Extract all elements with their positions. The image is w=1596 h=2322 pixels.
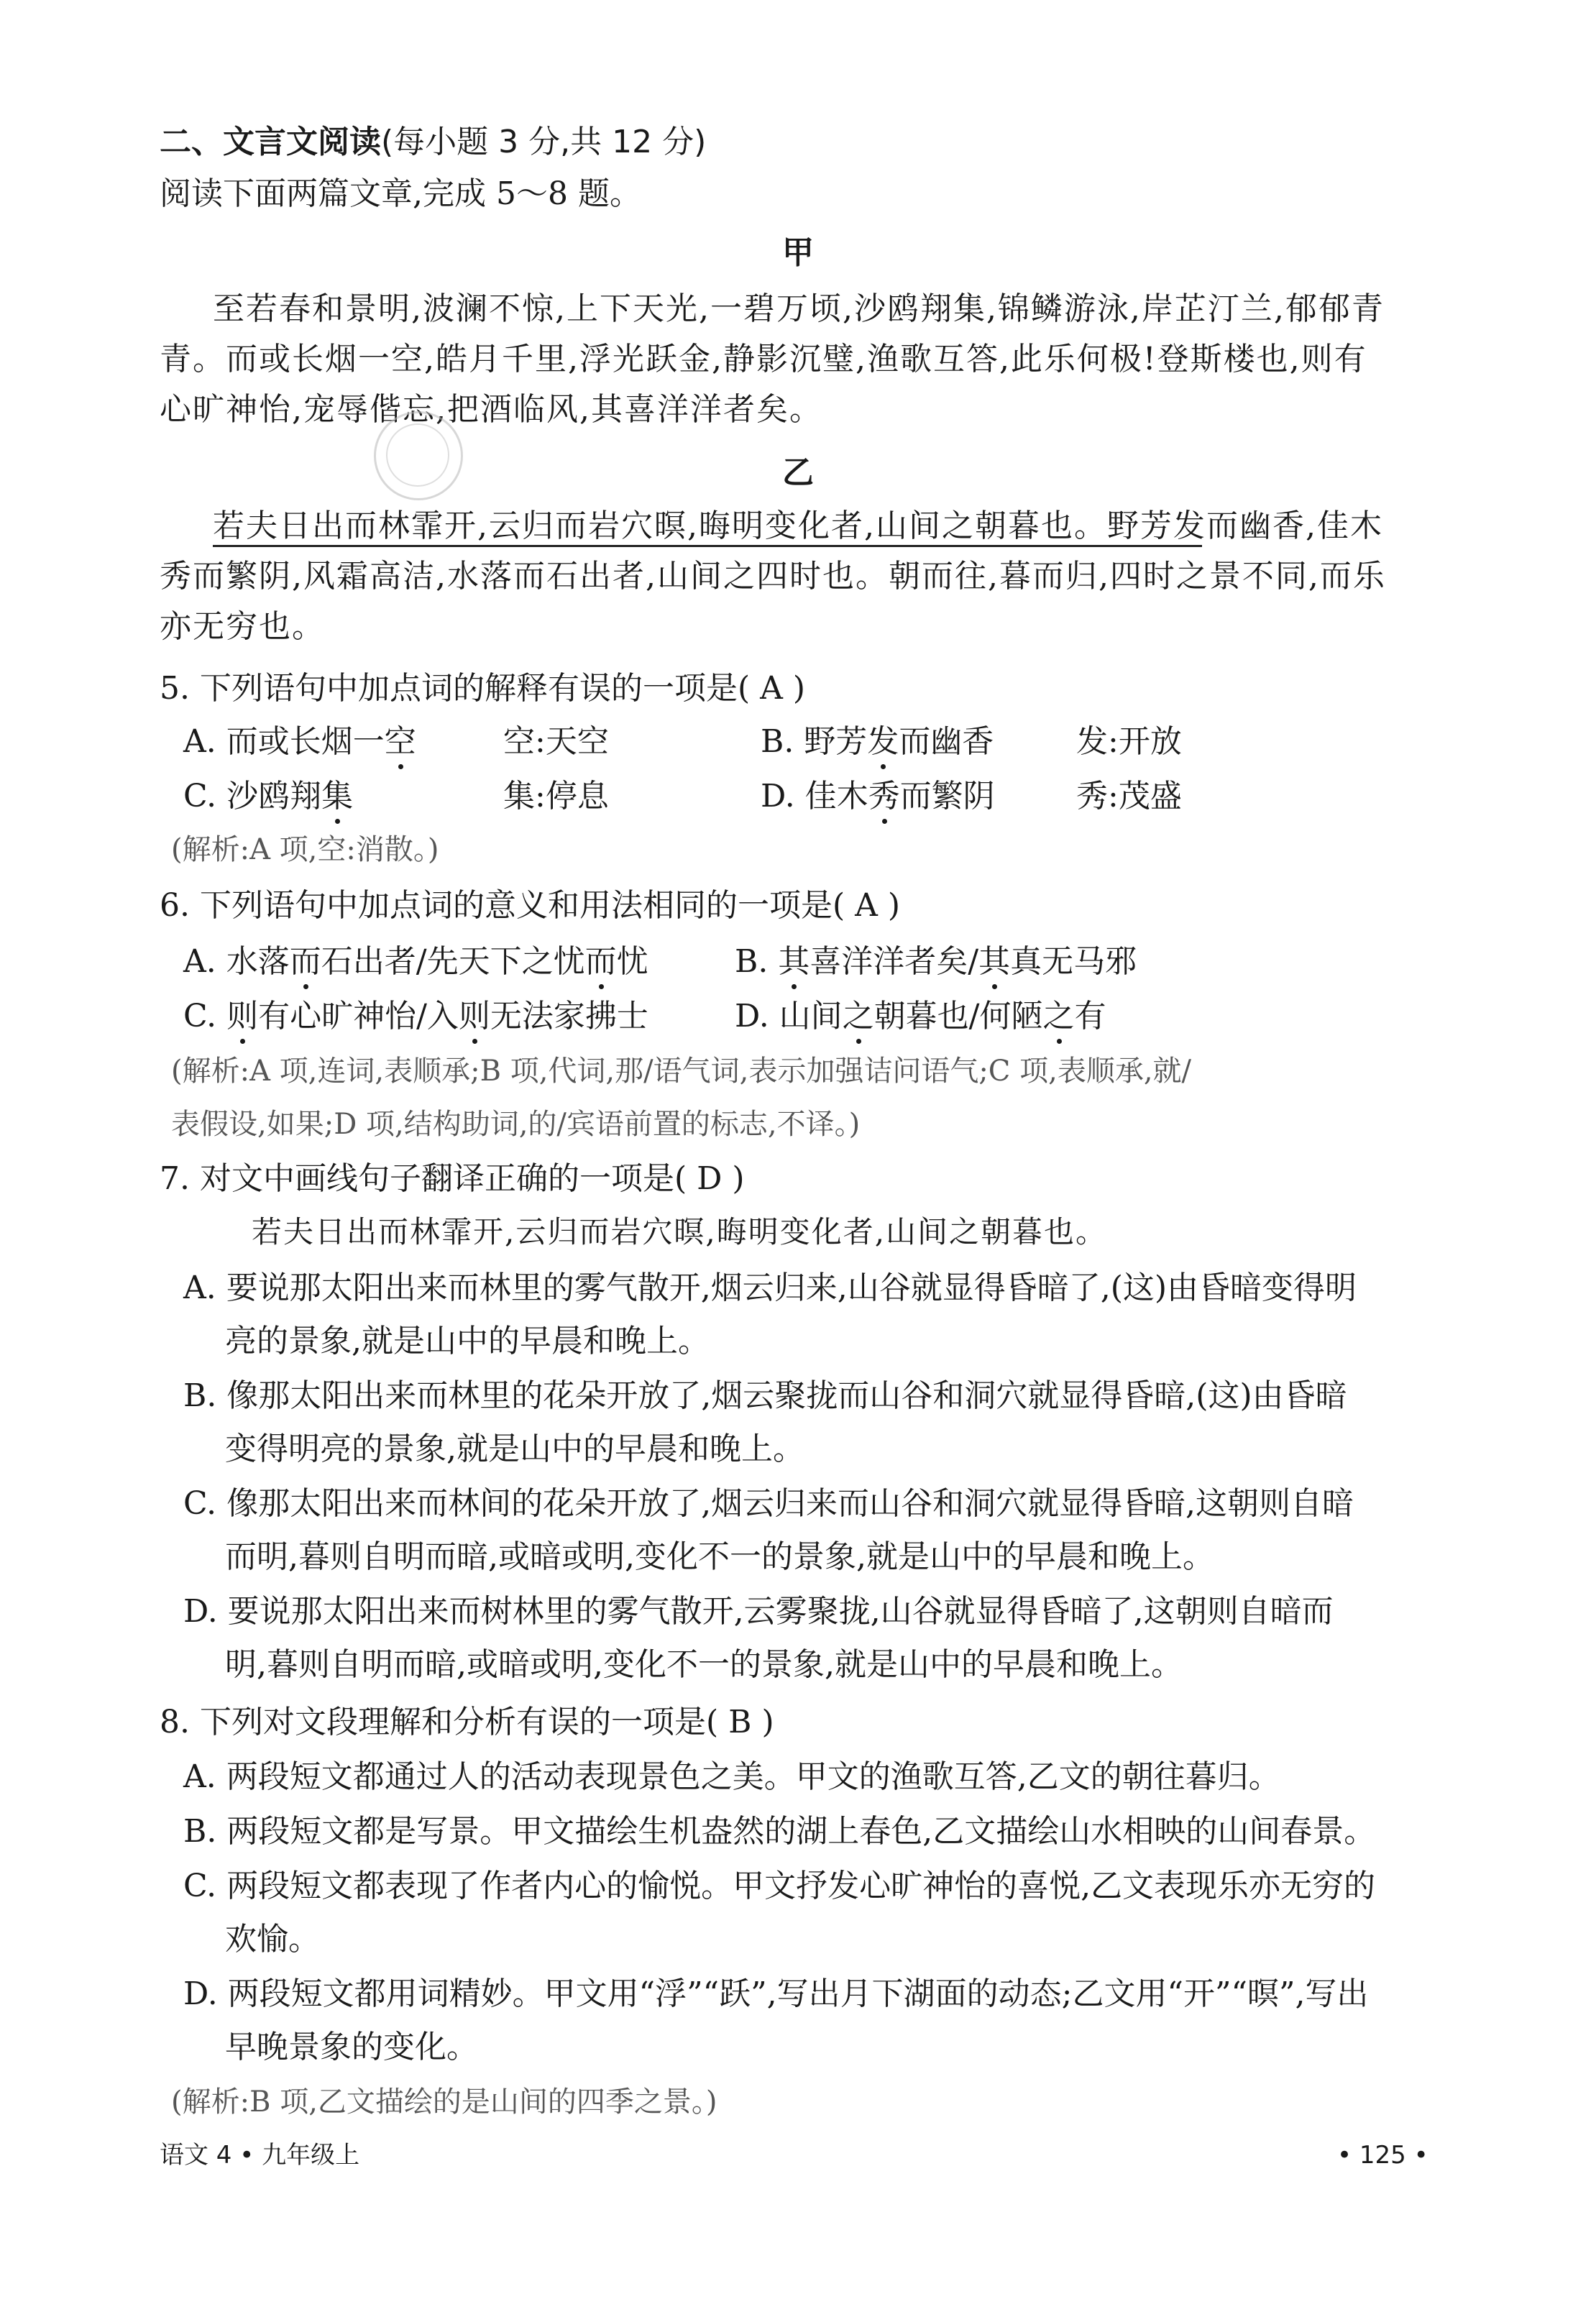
- section-header: [160, 121, 706, 164]
- passage-b-line1-rest: 野芳发而幽香,佳木: [1106, 508, 1383, 544]
- q5-close: ): [792, 670, 806, 707]
- q5-a-text: A. 而或长烟一: [183, 723, 385, 760]
- q7-option-c: C. 像那太阳出来而林间的花朵开放了,烟云归来而山谷和洞穴就显得昏暗,这朝则自暗: [183, 1485, 1354, 1522]
- q7-stem-text: 7. 对文中画线句子翻译正确的一项是(: [160, 1160, 687, 1197]
- q6-b-text: 真无马邪: [1010, 943, 1137, 980]
- q6-b-dotted: 其: [978, 940, 1010, 983]
- q6-option-b: [735, 940, 1137, 983]
- q6-d-dotted: 之: [1043, 995, 1075, 1038]
- passage-b-line: 亦无穷也。: [160, 608, 325, 645]
- q5-b-text-post: 而幽香: [899, 723, 994, 760]
- q8-answer: B: [728, 1704, 752, 1740]
- q5-option-d: [761, 775, 995, 818]
- q5-a-dotted: 空: [385, 720, 416, 763]
- q5-d-text-post: 而繁阴: [899, 778, 995, 814]
- q7-option-b: B. 像那太阳出来而林里的花朵开放了,烟云聚拢而山谷和洞穴就显得昏暗,(这)由昏暗: [183, 1377, 1347, 1414]
- q7-option-d: D. 要说那太阳出来而树林里的雾气散开,云雾聚拢,山谷就显得昏暗了,这朝则自暗而: [183, 1593, 1334, 1630]
- q6-stem-text: 6. 下列语句中加点词的意义和用法相同的一项是(: [160, 887, 845, 924]
- q6-d-text: D. 山间: [735, 998, 843, 1034]
- q7-close: ): [732, 1160, 745, 1197]
- q7-quote: 若夫日出而林霏开,云归而岩穴暝,晦明变化者,山间之朝暮也。: [252, 1214, 1108, 1249]
- q8-option-d: D. 两段短文都用词精妙。甲文用“浮”“跃”,写出月下湖面的动态;乙文用“开”“暝”,写出: [183, 1975, 1369, 2012]
- q6-b-text: B.: [735, 943, 779, 980]
- footer-book-label: 语文 4 • 九年级上: [160, 2141, 360, 2170]
- q5-option-b-gloss: 发:开放: [1076, 723, 1182, 760]
- q6-stem: [160, 884, 900, 927]
- q8-option-c-cont: 欢愉。: [225, 1921, 320, 1958]
- q7-option-b-cont: 变得明亮的景象,就是山中的早晨和晚上。: [225, 1431, 804, 1467]
- footer-page-number: • 125 •: [1337, 2141, 1428, 2170]
- q6-b-text: 喜洋洋者矣/: [810, 943, 979, 980]
- passage-a-line: 青。而或长烟一空,皓月千里,浮光跃金,静影沉璧,渔歌互答,此乐何极!登斯楼也,则有: [160, 341, 1367, 377]
- q5-stem-text: 5. 下列语句中加点词的解释有误的一项是(: [160, 670, 751, 707]
- underlined-sentence: 若夫日出而林霏开,云归而岩穴暝,晦明变化者,山间之朝暮也。: [213, 508, 1107, 544]
- q6-a-text: A. 水落: [183, 943, 290, 980]
- q5-option-a: [183, 720, 416, 763]
- q6-analysis-line: 表假设,如果;D 项,结构助词,的/宾语前置的标志,不译。): [171, 1108, 861, 1141]
- section-instruction: 阅读下面两篇文章,完成 5～8 题。: [160, 175, 641, 212]
- q5-option-c-gloss: 集:停息: [503, 778, 609, 814]
- q6-a-text: 忧: [616, 943, 648, 980]
- q6-a-dotted: 而: [585, 940, 617, 983]
- q6-option-a: [183, 940, 648, 983]
- q6-d-text: 朝暮也/何陋: [873, 998, 1043, 1034]
- q5-option-c: [183, 775, 353, 818]
- section-title: 二、文言文阅读: [160, 124, 381, 160]
- q8-option-c: C. 两段短文都表现了作者内心的愉悦。甲文抒发心旷神怡的喜悦,乙文表现乐亦无穷的: [183, 1868, 1376, 1904]
- q5-analysis: (解析:A 项,空:消散。): [171, 833, 439, 866]
- q6-option-c: [183, 995, 648, 1038]
- q5-option-a-gloss: 空:天空: [503, 723, 609, 760]
- q5-d-dotted: 秀: [868, 775, 900, 818]
- q6-a-dotted: 而: [290, 940, 321, 983]
- q8-stem: [160, 1701, 774, 1744]
- q7-stem: [160, 1157, 745, 1201]
- q8-option-d-cont: 早晚景象的变化。: [225, 2029, 478, 2065]
- q7-answer: D: [697, 1160, 723, 1197]
- q6-c-dotted: 则: [459, 995, 490, 1038]
- q5-c-dotted: 集: [321, 775, 353, 818]
- q8-option-a: A. 两段短文都通过人的活动表现景色之美。甲文的渔歌互答,乙文的朝往暮归。: [183, 1758, 1280, 1795]
- q5-c-text: C. 沙鸥翔: [183, 778, 322, 814]
- q5-option-b: [761, 720, 994, 763]
- underline-mark: [213, 545, 1202, 547]
- q6-c-text: 有心旷神怡/入: [258, 998, 459, 1034]
- passage-a-line: 心旷神怡,宠辱偕忘,把酒临风,其喜洋洋者矣。: [160, 391, 822, 428]
- q5-b-dotted: 发: [867, 720, 899, 763]
- q6-b-dotted: 其: [778, 940, 810, 983]
- passage-b-first-line: [213, 505, 1383, 548]
- q6-analysis-line: (解析:A 项,连词,表顺承;B 项,代词,那/语气词,表示加强诘问语气;C 项,表顺承,就/: [171, 1055, 1192, 1088]
- section-score-note: (每小题 3 分,共 12 分): [381, 124, 707, 160]
- q7-option-d-cont: 明,暮则自明而暗,或暗或明,变化不一的景象,就是山中的早晨和晚上。: [225, 1646, 1183, 1683]
- q7-option-c-cont: 而明,暮则自明而暗,或暗或明,变化不一的景象,就是山中的早晨和晚上。: [225, 1538, 1214, 1575]
- q7-option-a-cont: 亮的景象,就是山中的早晨和晚上。: [225, 1323, 710, 1359]
- passage-a-line: 至若春和景明,波澜不惊,上下天光,一碧万顷,沙鸥翔集,锦鳞游泳,岸芷汀兰,郁郁青: [213, 290, 1385, 327]
- q8-analysis: (解析:B 项,乙文描绘的是山间的四季之景。): [171, 2085, 717, 2119]
- q6-answer: A: [855, 887, 878, 924]
- passage-b-line: 秀而繁阴,风霜高洁,水落而石出者,山间之四时也。朝而往,暮而归,四时之景不同,而乐: [160, 558, 1386, 595]
- q8-stem-text: 8. 下列对文段理解和分析有误的一项是(: [160, 1704, 719, 1740]
- q8-option-b: B. 两段短文都是写景。甲文描绘生机盎然的湖上春色,乙文描绘山水相映的山间春景。: [183, 1813, 1376, 1850]
- q5-option-d-gloss: 秀:茂盛: [1076, 778, 1182, 814]
- q6-c-dotted: 则: [226, 995, 258, 1038]
- q6-option-d: [735, 995, 1106, 1038]
- q5-d-text: D. 佳木: [761, 778, 868, 814]
- q6-d-text: 有: [1074, 998, 1106, 1034]
- passage-b-heading: 乙: [782, 454, 814, 491]
- q8-close: ): [761, 1704, 774, 1740]
- q6-c-text: 无法家拂士: [490, 998, 648, 1034]
- passage-a-heading: 甲: [782, 234, 814, 271]
- q6-close: ): [887, 887, 901, 924]
- q6-d-dotted: 之: [843, 995, 874, 1038]
- q5-b-text: B. 野芳: [761, 723, 868, 760]
- q5-answer: A: [760, 670, 783, 707]
- q7-option-a: A. 要说那太阳出来而林里的雾气散开,烟云归来,山谷就显得昏暗了,(这)由昏暗变得明: [183, 1270, 1357, 1306]
- q6-a-text: 石出者/先天下之忧: [321, 943, 585, 980]
- q6-c-text: C.: [183, 998, 227, 1034]
- q5-stem: [160, 667, 805, 710]
